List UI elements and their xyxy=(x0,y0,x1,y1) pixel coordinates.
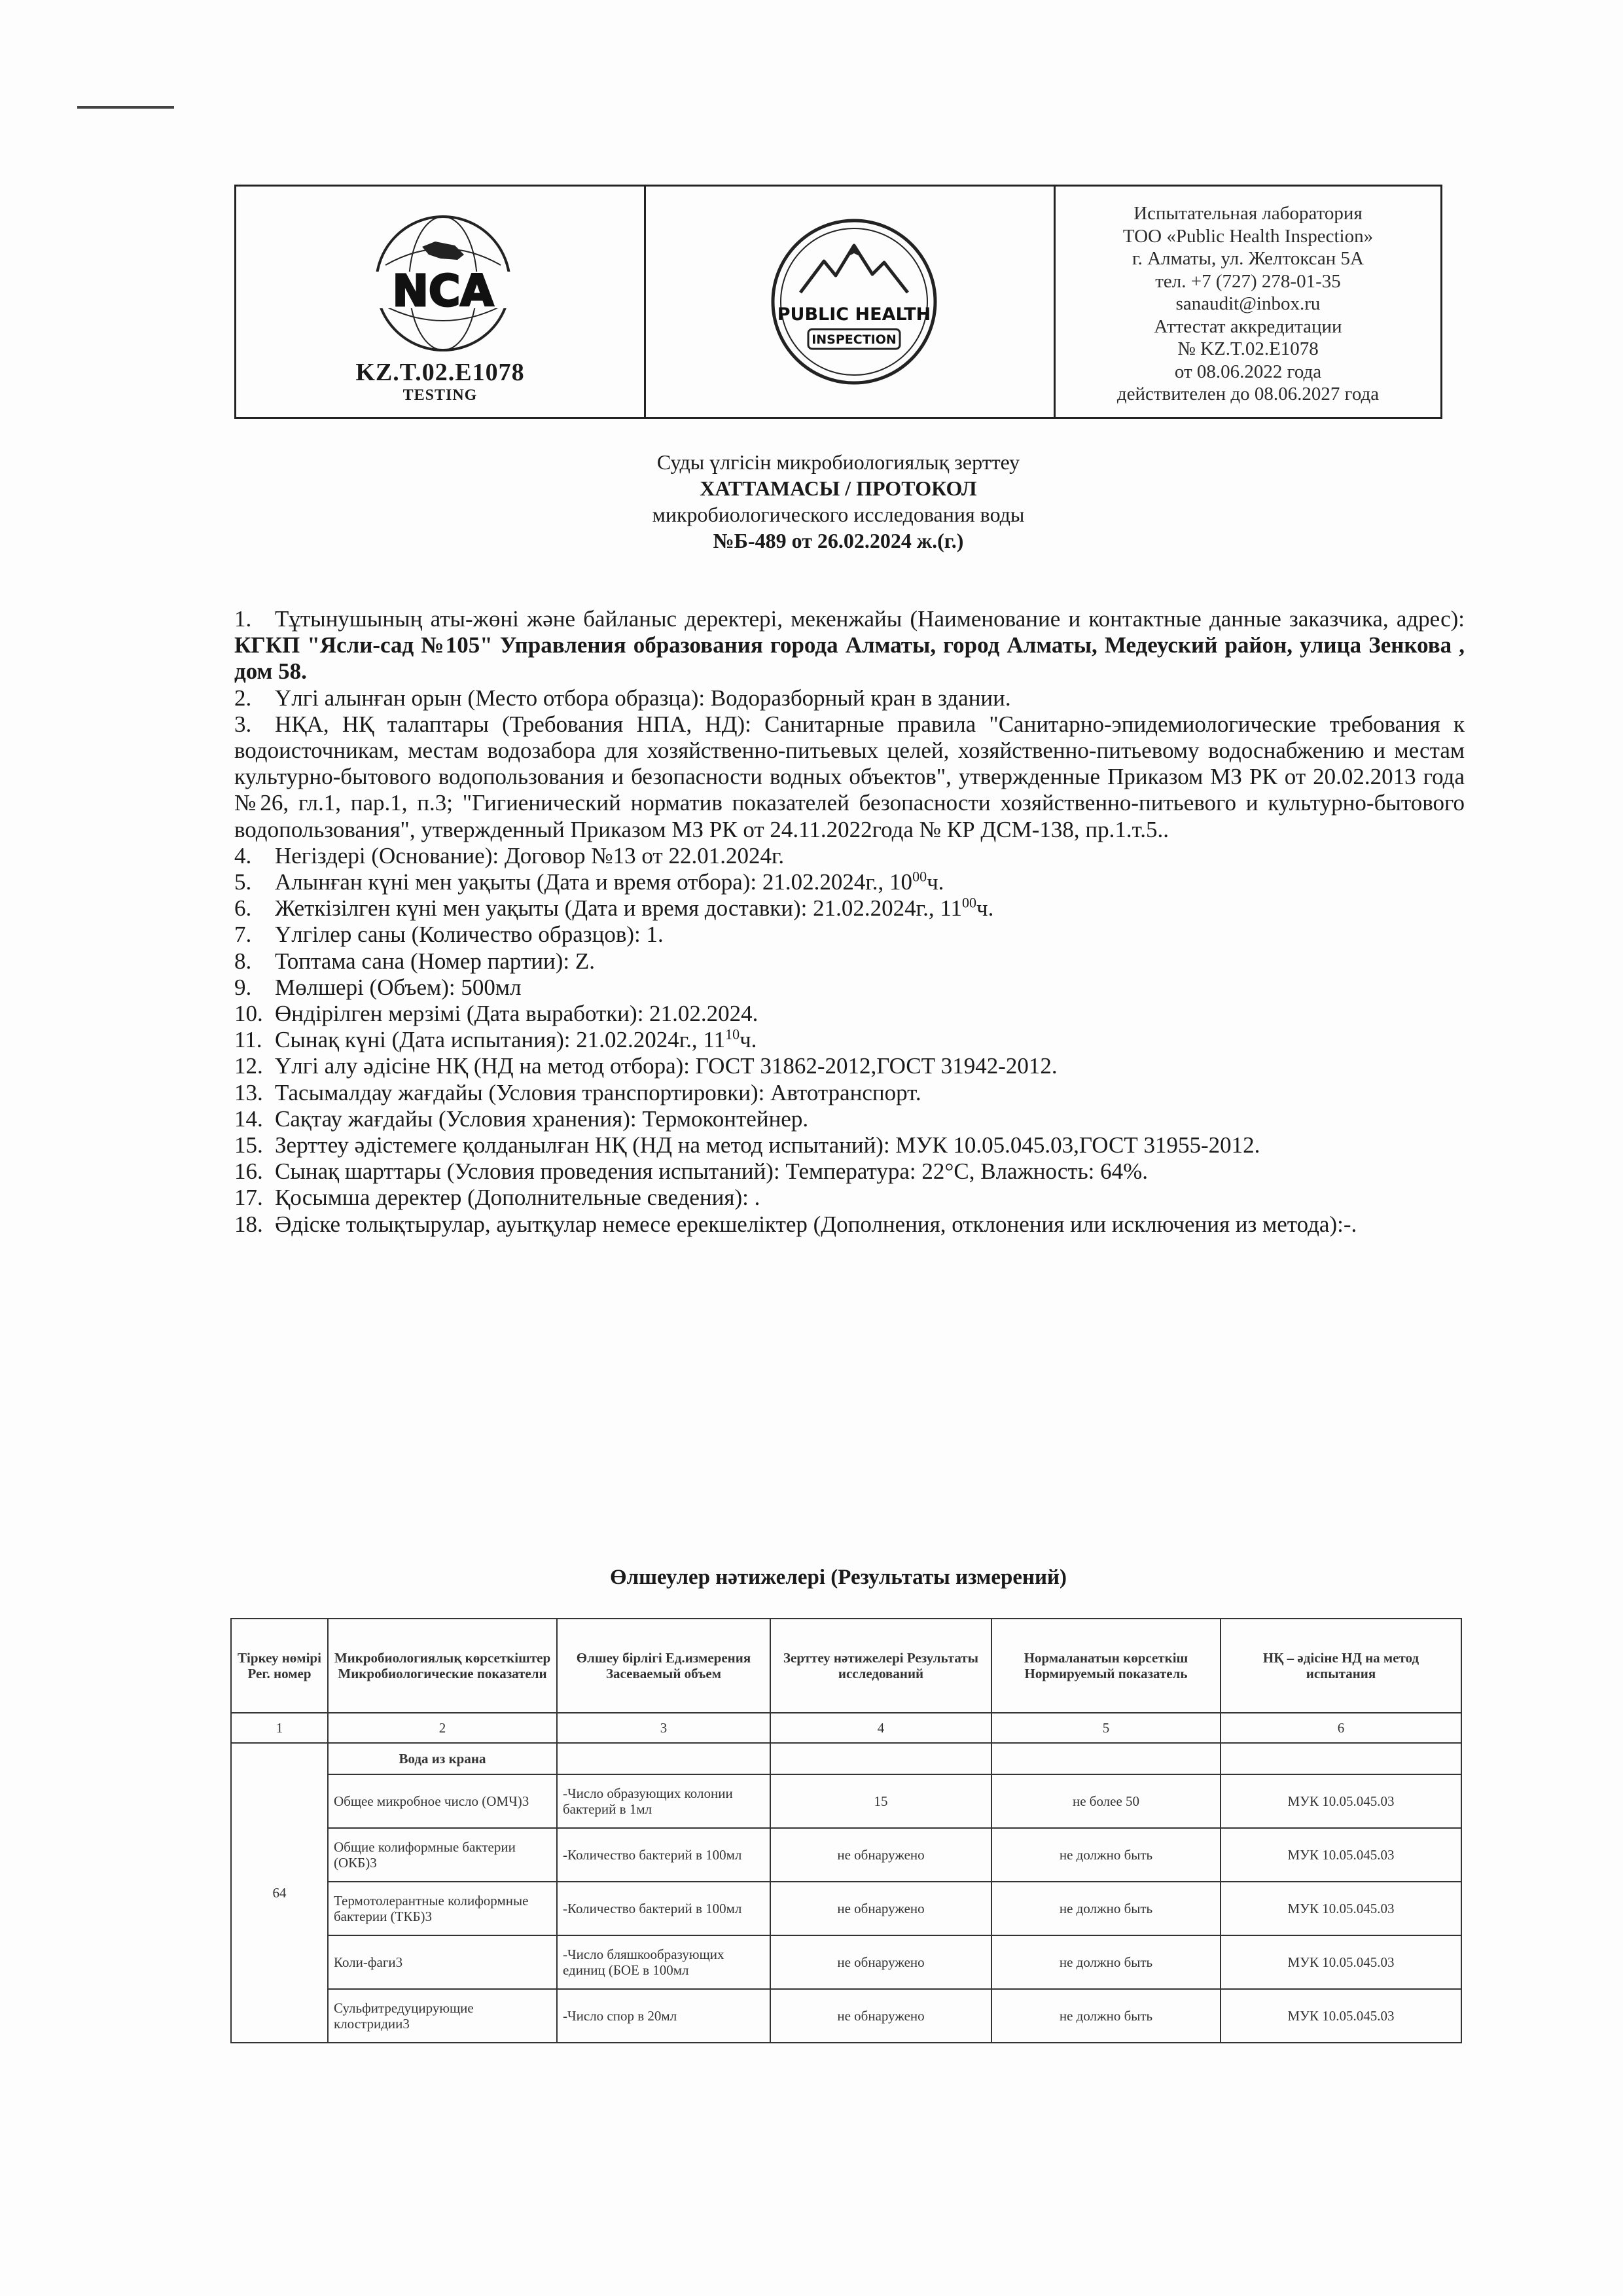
lab-company: ТОО «Public Health Inspection» xyxy=(1122,225,1374,247)
unit-cell: -Число бляшкообразующих единиц (БОЕ в 100мл xyxy=(557,1935,770,1989)
item-storage: 14. Сақтау жағдайы (Условия хранения): Термоконтейнер. xyxy=(234,1105,809,1132)
indicator-cell: Общие колиформные бактерии (ОКБ)3 xyxy=(328,1828,557,1882)
method-cell: МУК 10.05.045.03 xyxy=(1221,1828,1461,1882)
unit-cell: -Число образующих колонии бактерий в 1мл xyxy=(557,1774,770,1828)
indicator-cell: Общее микробное число (ОМЧ)3 xyxy=(328,1774,557,1828)
results-title: Өлшеулер нәтижелері (Результаты измерений) xyxy=(609,1566,1067,1589)
protocol-header xyxy=(234,185,1442,419)
protocol-details xyxy=(234,606,1465,1238)
reg-number-cell: 64 xyxy=(231,1743,328,2043)
accreditation-code: KZ.T.02.E1078 xyxy=(355,359,525,386)
item-volume: 9. Мөлшері (Объем): 500мл xyxy=(234,974,522,1000)
norm-cell: не должно быть xyxy=(991,1989,1221,2043)
item-transport: 13. Тасымалдау жағдайы (Условия транспортировки): Автотранспорт. xyxy=(234,1079,921,1105)
item-test-conditions: 16. Сынақ шарттары (Условия проведения испытаний): Температура: 22°С, Влажность: 64%. xyxy=(234,1158,1149,1185)
item-sampling-place: 2. Үлгі алынған орын (Место отбора образца): Водоразборный кран в здании. xyxy=(234,685,1011,711)
title-line-ru: микробиологического исследования воды xyxy=(652,503,1025,526)
item-sampling-method: 12. Үлгі алу әдісіне НҚ (НД на метод отбора): ГОСТ 31862-2012,ГОСТ 31942-2012. xyxy=(234,1053,1058,1079)
header-reg-number: Тіркеу нөмірі Рег. номер xyxy=(231,1619,328,1713)
method-cell: МУК 10.05.045.03 xyxy=(1221,1882,1461,1935)
lab-attestat-valid: действителен до 08.06.2027 года xyxy=(1116,384,1380,404)
unit-cell: -Количество бактерий в 100мл xyxy=(557,1882,770,1935)
item-requirements: 3. НҚА, НҚ талаптары (Требования НПА, НД): Санитарные правила "Санитарно-эпидемиологические требования к водоисточникам, местам водозабора для хозяйственно-питьевых целей, хозяйственно-питьевому водоснабжению и местам культурно-бытового водопользования и безопасности водных объектов", утвержденные Приказом МЗ РК от 20.02.2013 года №26, гл.1, пар.1, п.3; "Гигиенический норматив показателей безопасности хозяйственно-питьевого и культурно-бытового водопользования", утвержденный Приказом МЗ РК от 24.11.2022года № КР ДСМ-138, пр.1.т.5.. xyxy=(234,711,1465,842)
table-row xyxy=(231,1935,1461,1989)
table-row xyxy=(231,1882,1461,1935)
svg-text:INSPECTION: INSPECTION xyxy=(812,332,897,347)
title-protocol: ХАТТАМАСЫ / ПРОТОКОЛ xyxy=(700,476,977,500)
lab-address: г. Алматы, ул. Желтоксан 5А xyxy=(1132,248,1364,269)
item-production-date: 10. Өндірілген мерзімі (Дата выработки): 21.02.2024. xyxy=(234,1001,758,1027)
accreditation-cell xyxy=(236,187,646,417)
result-cell: не обнаружено xyxy=(770,1989,991,2043)
customer-name: КГКП "Ясли-сад №105" Управления образования города Алматы, город Алматы, Медеуский район, улица Зенкова , дом 58. xyxy=(234,632,1465,685)
lab-attestat-date: от 08.06.2022 года xyxy=(1174,361,1322,382)
item-customer: 1. Тұтынушының аты-жөні және байланыс деректері, мекенжайы (Наименование и контактные данные заказчика, адрес): КГКП "Ясли-сад №105" Управления образования города Алматы, город Алматы, Медеуский район, улица Зенкова , дом 58. xyxy=(234,606,1465,685)
lab-attestat-label: Аттестат аккредитации xyxy=(1154,315,1342,337)
item-sample-count: 7. Үлгілер саны (Количество образцов): 1. xyxy=(234,922,664,948)
svg-text:PUBLIC HEALTH: PUBLIC HEALTH xyxy=(777,304,931,325)
results-table xyxy=(230,1618,1462,2043)
item-test-method: 15. Зерттеу әдістемеге қолданылған НҚ (НД на метод испытаний): МУК 10.05.045.03,ГОСТ 31955-2012. xyxy=(234,1132,1260,1158)
lab-phone: тел. +7 (727) 278-01-35 xyxy=(1155,270,1341,292)
method-cell: МУК 10.05.045.03 xyxy=(1221,1774,1461,1828)
top-margin-mark xyxy=(77,106,174,109)
results-header-row xyxy=(231,1619,1461,1713)
result-cell: 15 xyxy=(770,1774,991,1828)
protocol-title xyxy=(234,449,1442,554)
table-row xyxy=(231,1774,1461,1828)
result-cell: не обнаружено xyxy=(770,1828,991,1882)
unit-cell: -Число спор в 20мл xyxy=(557,1989,770,2043)
lab-email: sanaudit@inbox.ru xyxy=(1175,293,1321,314)
result-cell: не обнаружено xyxy=(770,1882,991,1935)
lab-attestat-number: № KZ.T.02.E1078 xyxy=(1177,338,1319,359)
item-delivery-date: 6. Жеткізілген күні мен уақыты (Дата и время доставки): 21.02.2024г., $11^{00}ч$. xyxy=(234,894,994,922)
group-row xyxy=(231,1743,1461,1774)
laboratory-info-cell xyxy=(1056,187,1440,417)
norm-cell: не должно быть xyxy=(991,1882,1221,1935)
protocol-number: №Б-489 от 26.02.2024 ж.(г.) xyxy=(713,529,964,552)
item-test-date: 11. Сынақ күні (Дата испытания): 21.02.2024г., $11^{10}ч$. xyxy=(234,1026,757,1053)
laboratory-logo-cell xyxy=(646,187,1056,417)
nca-globe-logo xyxy=(359,206,527,374)
header-norm: Нормаланатын көрсеткіш Нормируемый показатель xyxy=(991,1619,1221,1713)
header-method: НҚ – әдісіне НД на метод испытания xyxy=(1221,1619,1461,1713)
header-unit: Өлшеу бірлігі Ед.измерения Засеваемый объем xyxy=(557,1619,770,1713)
indicator-cell: Коли-фаги3 xyxy=(328,1935,557,1989)
method-cell: МУК 10.05.045.03 xyxy=(1221,1989,1461,2043)
unit-cell: -Количество бактерий в 100мл xyxy=(557,1828,770,1882)
accreditation-sub: TESTING xyxy=(402,387,478,404)
item-method-deviations: 18. Әдіске толықтырулар, ауытқулар немесе ерекшеліктер (Дополнения, отклонения или исключения из метода):-. xyxy=(234,1211,1357,1237)
group-label: Вода из крана xyxy=(328,1743,557,1774)
header-results: Зерттеу нәтижелері Результаты исследований xyxy=(770,1619,991,1713)
item-batch-number: 8. Топтама сана (Номер партии): Z. xyxy=(234,948,595,974)
norm-cell: не более 50 xyxy=(991,1774,1221,1828)
result-cell: не обнаружено xyxy=(770,1935,991,1989)
title-line-kz: Суды үлгісін микробиологиялық зерттеу xyxy=(656,450,1020,474)
norm-cell: не должно быть xyxy=(991,1935,1221,1989)
method-cell: МУК 10.05.045.03 xyxy=(1221,1935,1461,1989)
table-row xyxy=(231,1828,1461,1882)
header-indicators: Микробиологиялық көрсеткіштер Микробиологические показатели xyxy=(328,1619,557,1713)
item-basis: 4. Негіздері (Основание): Договор №13 от 22.01.2024г. xyxy=(234,842,785,869)
norm-cell: не должно быть xyxy=(991,1828,1221,1882)
table-row xyxy=(231,1989,1461,2043)
indicator-cell: Термотолерантные колиформные бактерии (ТКБ)3 xyxy=(328,1882,557,1935)
svg-text:NCA: NCA xyxy=(392,266,494,316)
lab-name: Испытательная лаборатория xyxy=(1133,203,1363,224)
indicator-cell: Сульфитредуцирующие клостридии3 xyxy=(328,1989,557,2043)
item-additional-info: 17. Қосымша деректер (Дополнительные сведения): . xyxy=(234,1185,760,1211)
item-sampling-date: 5. Алынған күні мен уақыты (Дата и время отбора): 21.02.2024г., $10^{00}ч$. xyxy=(234,868,944,895)
public-health-inspection-logo xyxy=(768,215,940,388)
column-number-row: 1 2 3 4 5 6 xyxy=(231,1713,1461,1743)
